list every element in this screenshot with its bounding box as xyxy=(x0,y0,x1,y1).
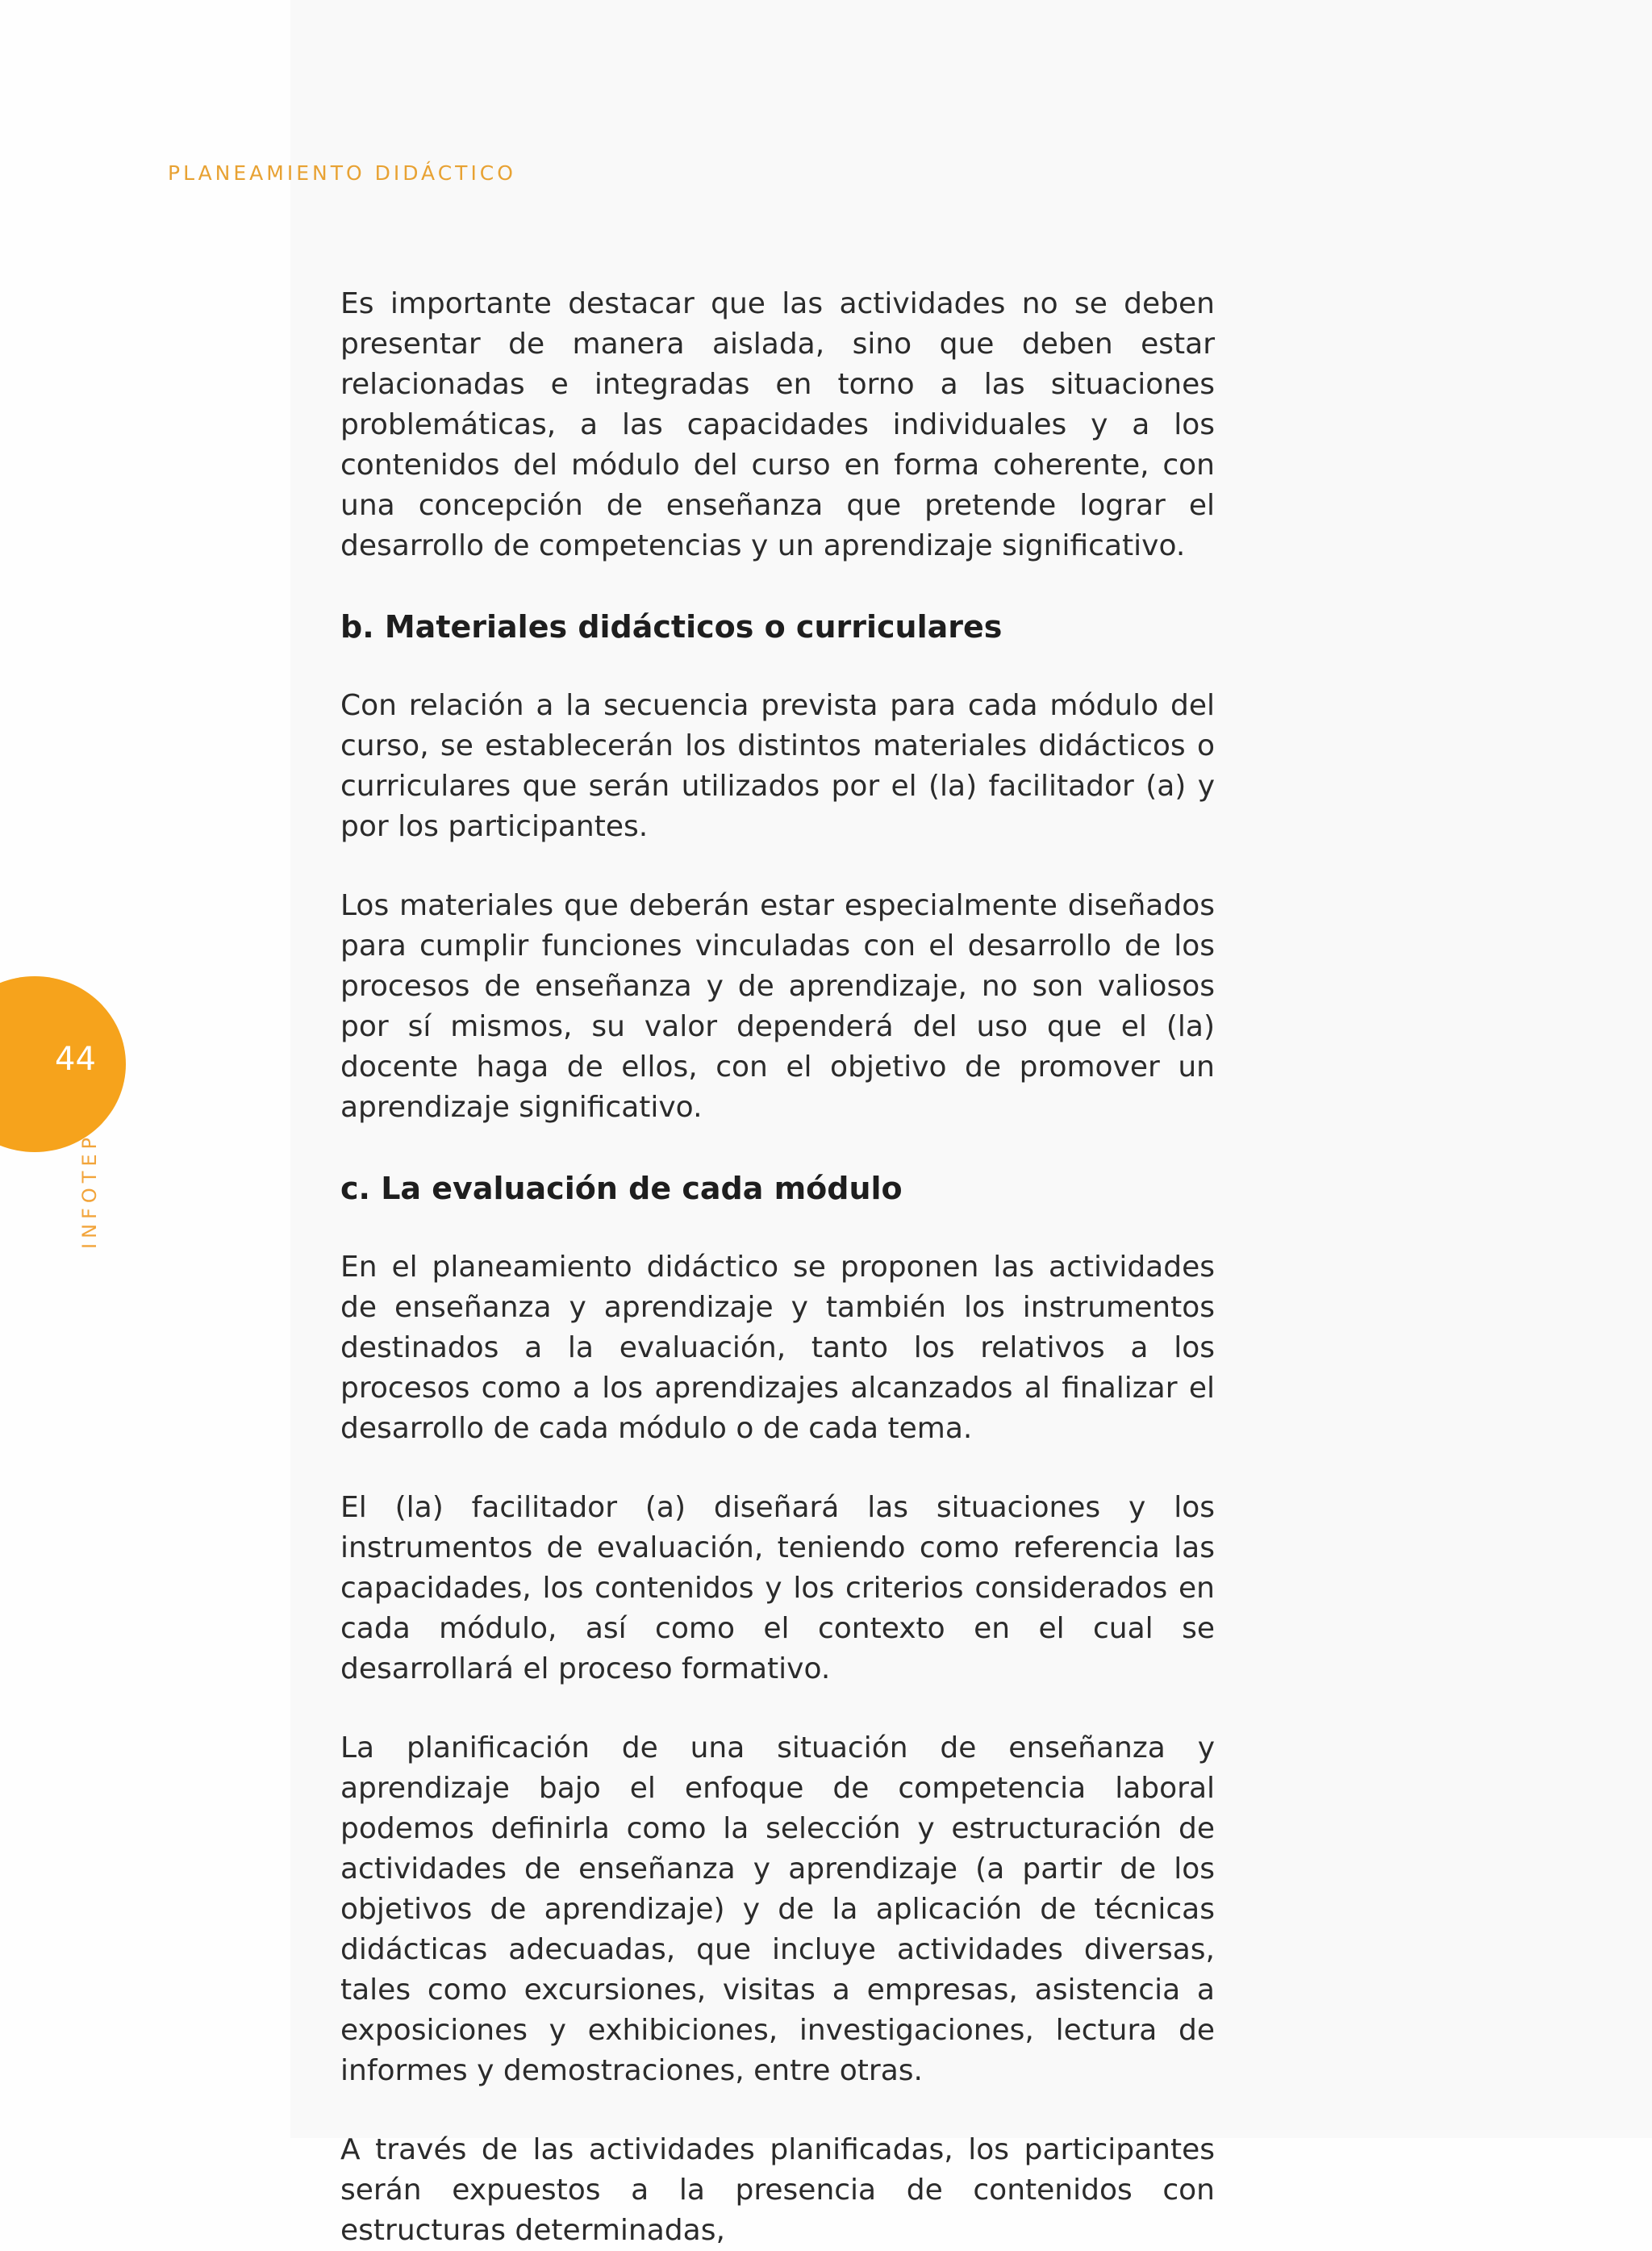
section-heading-c: c. La evaluación de cada módulo xyxy=(340,1171,903,1206)
body-paragraph: A través de las actividades planificadas, los participantes serán expuestos a la presencia de contenidos con estructuras determinadas, xyxy=(340,2133,1215,2247)
publisher-vertical-label: INFOTEP xyxy=(78,1132,101,1249)
page-number: 44 xyxy=(55,1041,96,1078)
body-paragraph: Con relación a la secuencia prevista para cada módulo del curso, se establecerán los distintos materiales didácticos o curriculares que serán utilizados por el (la) facilitador (a) y por los participantes. xyxy=(340,689,1215,843)
body-paragraph: La planificación de una situación de enseñanza y aprendizaje bajo el enfoque de competencia laboral podemos definirla como la selección y estructuración de actividades de enseñanza y aprendizaje (a partir de los objetivos de aprendizaje) y de la aplicación de técnicas didácticas adecuadas, que incluye actividades diversas, tales como excursiones, visitas a empresas, asistencia a exposiciones y exhibiciones, investigaciones, lectura de informes y demostraciones, entre otras. xyxy=(340,1731,1215,2087)
page-body xyxy=(340,284,1215,2251)
running-header: PLANEAMIENTO DIDÁCTICO xyxy=(168,161,516,185)
section-heading-b: b. Materiales didácticos o curriculares xyxy=(340,609,1003,645)
body-paragraph: Es importante destacar que las actividades no se deben presentar de manera aislada, sino que deben estar relacionadas e integradas en torno a las situaciones problemáticas, a las capacidades individuales y a los contenidos del módulo del curso en forma coherente, con una concepción de enseñanza que pretende lograr el desarrollo de competencias y un aprendizaje significativo. xyxy=(340,287,1215,562)
body-paragraph: En el planeamiento didáctico se proponen las actividades de enseñanza y aprendizaje y también los instrumentos destinados a la evaluación, tanto los relativos a los procesos como a los aprendizajes alcanzados al finalizar el desarrollo de cada módulo o de cada tema. xyxy=(340,1251,1215,1445)
body-paragraph: El (la) facilitador (a) diseñará las situaciones y los instrumentos de evaluación, teniendo como referencia las capacidades, los contenidos y los criterios considerados en cada módulo, así como el contexto en el cual se desarrollará el proceso formativo. xyxy=(340,1491,1215,1685)
body-paragraph: Los materiales que deberán estar especialmente diseñados para cumplir funciones vinculadas con el desarrollo de los procesos de enseñanza y de aprendizaje, no son valiosos por sí mismos, su valor dependerá del uso que el (la) docente haga de ellos, con el objetivo de promover un aprendizaje significativo. xyxy=(340,889,1215,1124)
